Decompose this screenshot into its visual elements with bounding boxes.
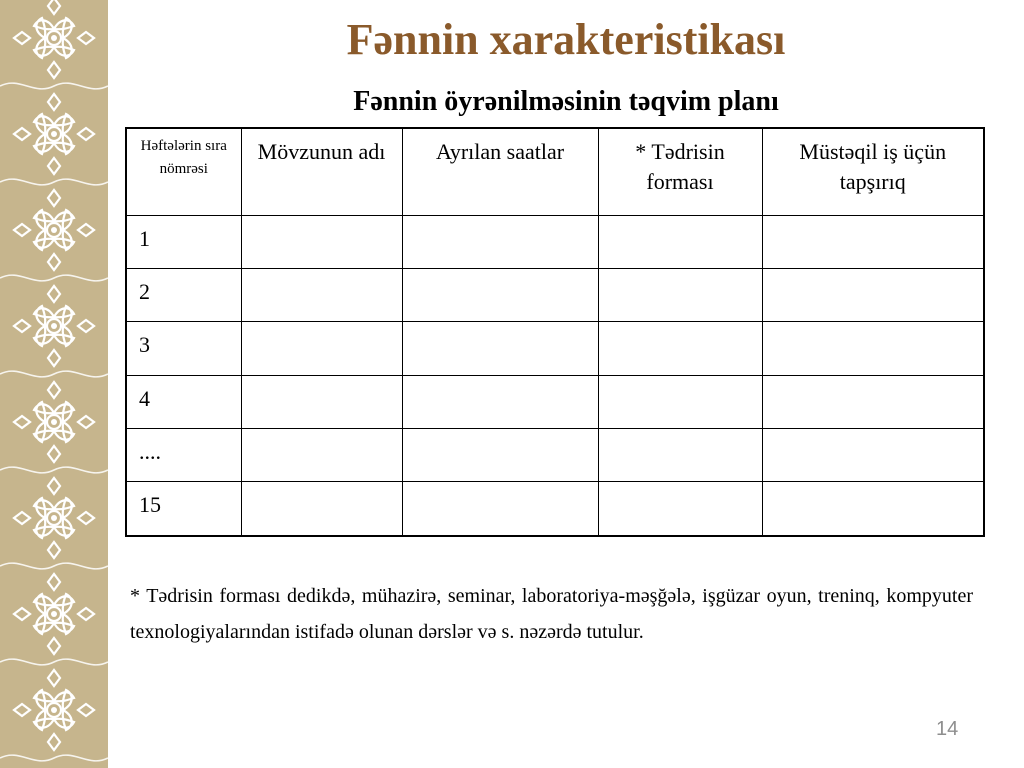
table-cell <box>598 482 762 536</box>
table-cell <box>762 375 984 428</box>
table-row <box>126 482 984 536</box>
table-cell: 3 <box>126 322 241 375</box>
header-week-number: Həftələrin sıra nömrəsi <box>126 128 241 215</box>
table-cell <box>762 482 984 536</box>
table-cell <box>241 322 402 375</box>
table-cell <box>598 268 762 321</box>
table-cell: 2 <box>126 268 241 321</box>
header-teaching-form: * Tədrisin forması <box>598 128 762 215</box>
slide-subtitle: Fənnin öyrənilməsinin təqvim planı <box>353 86 779 117</box>
calendar-plan-table <box>125 127 985 537</box>
table-row <box>126 322 984 375</box>
header-hours: Ayrılan saatlar <box>402 128 598 215</box>
table-cell <box>402 268 598 321</box>
table-cell <box>402 322 598 375</box>
table-cell <box>762 429 984 482</box>
table-cell <box>402 215 598 268</box>
decorative-sidebar <box>0 0 108 768</box>
page-number: 14 <box>936 718 959 740</box>
table-cell <box>241 268 402 321</box>
table-row <box>126 375 984 428</box>
table-cell <box>402 482 598 536</box>
footnote-text: * Tədrisin forması dedikdə, mühazirə, seminar, laboratoriya-məşğələ, işgüzar oyun, treninq, kompyuter texnologiyalarından istifadə olunan dərslər və s. nəzərdə tutulur. <box>130 585 973 643</box>
table-cell: 1 <box>126 215 241 268</box>
table-cell <box>762 215 984 268</box>
table-cell <box>598 429 762 482</box>
table-row <box>126 429 984 482</box>
table-cell <box>598 375 762 428</box>
table-cell <box>598 322 762 375</box>
table-cell <box>402 429 598 482</box>
table-cell <box>762 268 984 321</box>
table-header-row <box>126 128 984 215</box>
table-cell <box>241 429 402 482</box>
table-cell <box>402 375 598 428</box>
table-cell: 15 <box>126 482 241 536</box>
table-cell <box>241 215 402 268</box>
table-cell <box>241 375 402 428</box>
slide-title: Fənnin xarakteristikası <box>346 15 786 64</box>
table-row <box>126 215 984 268</box>
header-independent-task: Müstəqil iş üçün tapşırıq <box>762 128 984 215</box>
table-row <box>126 268 984 321</box>
table-cell: 4 <box>126 375 241 428</box>
table-cell <box>762 322 984 375</box>
table-cell <box>241 482 402 536</box>
table-cell: .... <box>126 429 241 482</box>
header-topic-name: Mövzunun adı <box>241 128 402 215</box>
table-cell <box>598 215 762 268</box>
floral-ornament-icon <box>0 0 108 768</box>
